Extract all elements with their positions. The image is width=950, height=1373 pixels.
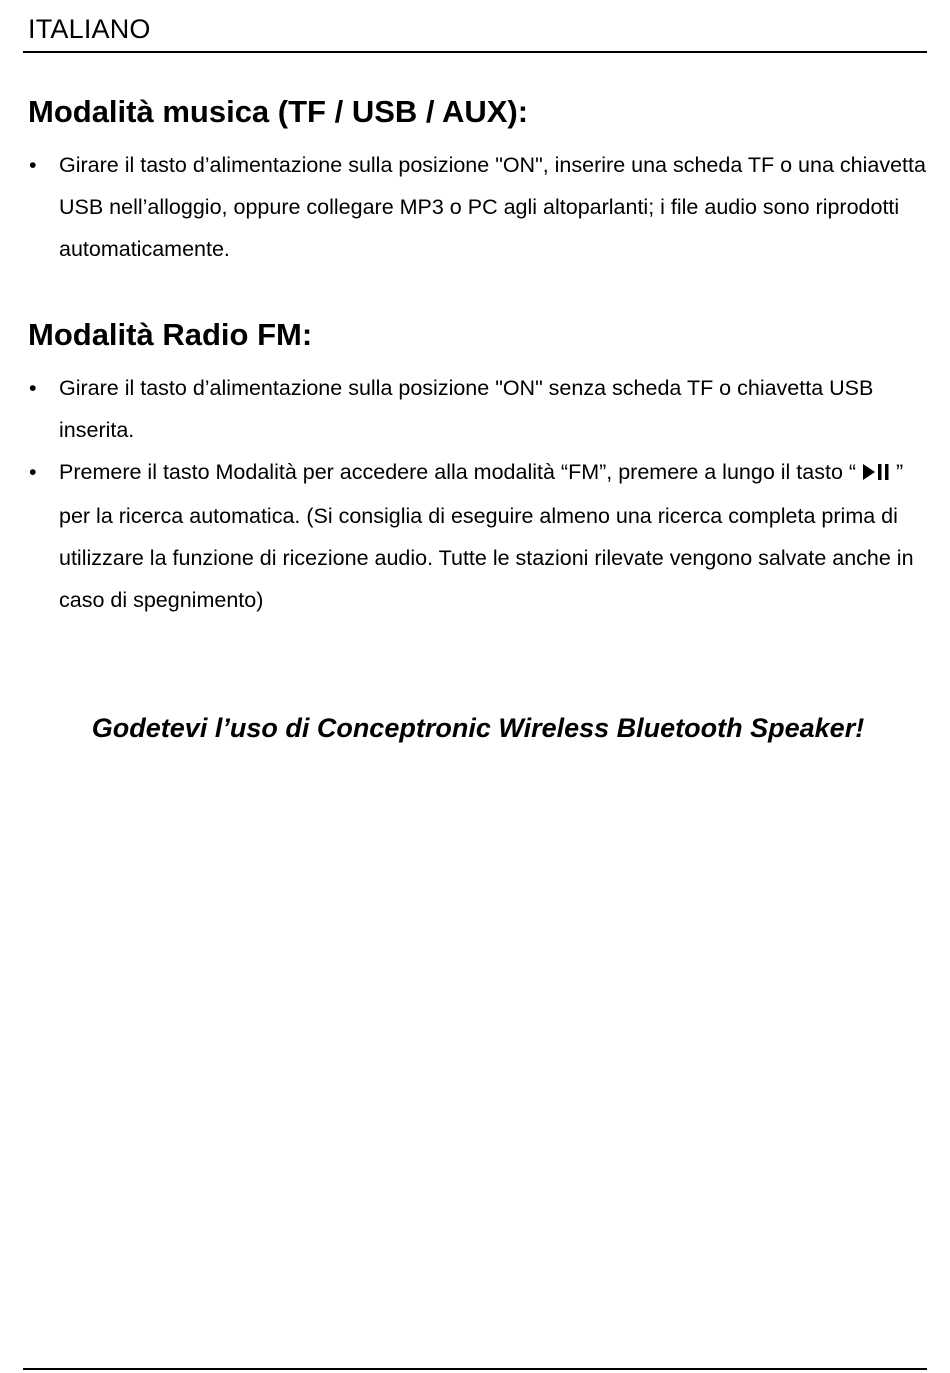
list-item — [28, 144, 928, 270]
bullet-icon: • — [29, 153, 37, 177]
footer-divider — [23, 1368, 927, 1370]
list-item — [28, 367, 928, 451]
bullet-text-after-icon: ” per la ricerca automatica. (Si consiglia di eseguire almeno una ricerca completa prima di utilizzare la funzione di ricezione audio. Tutte le stazioni rilevate vengono salvate anche in caso di spegnimento) — [59, 460, 914, 612]
section-heading-music-mode: Modalità musica (TF / USB / AUX): — [28, 94, 529, 129]
page-header-language: ITALIANO — [28, 14, 151, 44]
closing-message: Godetevi l’uso di Conceptronic Wireless Bluetooth Speaker! — [91, 713, 865, 743]
header-divider — [23, 51, 927, 53]
fm-radio-list — [28, 367, 928, 621]
bullet-text: Girare il tasto d’alimentazione sulla posizione "ON", inserire una scheda TF o una chiavetta USB nell’alloggio, oppure collegare MP3 o PC agli altoparlanti; i file audio sono riprodotti automaticamente. — [59, 153, 926, 261]
music-mode-list — [28, 144, 928, 270]
play-pause-icon — [862, 453, 890, 495]
bullet-text: Girare il tasto d’alimentazione sulla posizione "ON" senza scheda TF o chiavetta USB inserita. — [59, 376, 874, 442]
bullet-icon: • — [29, 376, 37, 400]
section-heading-fm-radio: Modalità Radio FM: — [28, 317, 313, 352]
list-item — [28, 451, 928, 621]
bullet-text-before-icon: Premere il tasto Modalità per accedere alla modalità “FM”, premere a lungo il tasto “ — [59, 460, 857, 484]
bullet-icon: • — [29, 460, 37, 484]
